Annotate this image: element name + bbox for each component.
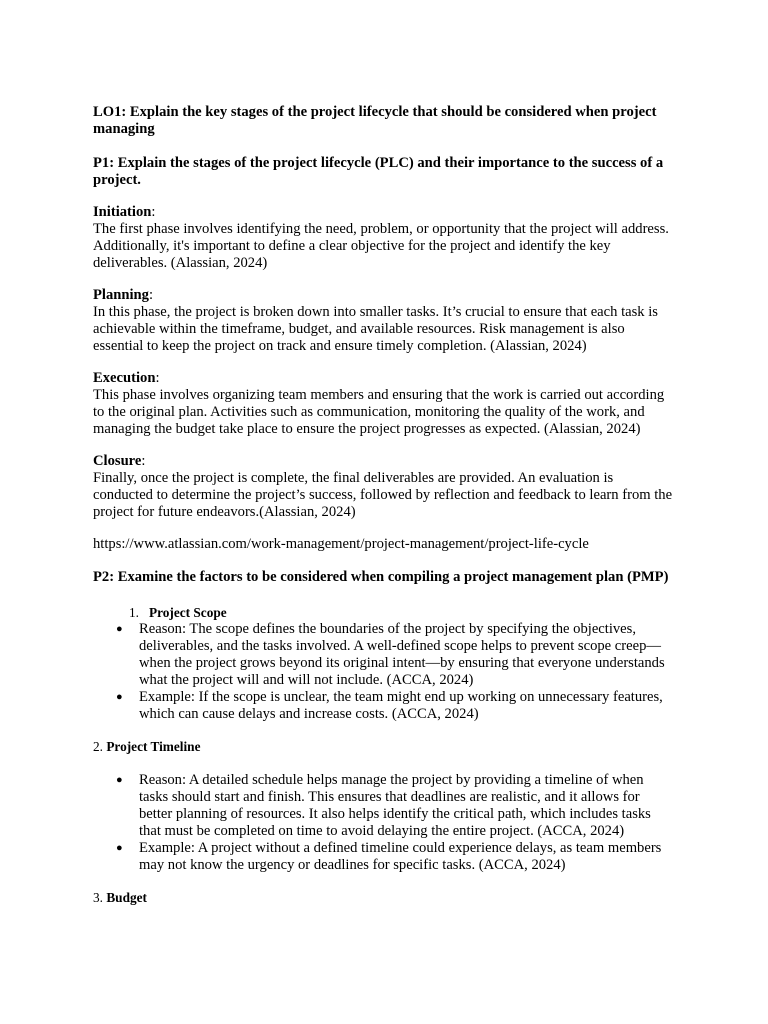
bullet-icon: ● [116,774,123,786]
reference-url[interactable]: https://www.atlassian.com/work-management/project-management/project-life-cycle [93,536,589,552]
stage-closure [93,453,676,521]
p2-heading: P2: Examine the factors to be considered when compiling a project management plan (PMP) [93,569,669,585]
factor-title: Project Timeline [106,739,201,754]
bullet-text: Example: If the scope is unclear, the team might end up working on unnecessary features, which can cause delays and increase costs. (ACCA, 2024) [139,689,663,722]
list-item [93,621,676,689]
p1-heading: P1: Explain the stages of the project lifecycle (PLC) and their importance to the success of a project. [93,155,664,188]
factor-heading [93,738,676,755]
factor-title: Project Scope [148,605,227,620]
stage-title-colon: : [155,370,160,386]
factor-number: 1. [129,605,139,620]
bullet-text: Reason: The scope defines the boundaries of the project by specifying the objectives, deliverables, and the tasks involved. A well-defined scope helps to prevent scope creep—when the project grows beyond its original intent—by ensuring that everyone understands what the project will and will not include. (ACCA, 2024) [139,621,665,688]
stage-planning [93,287,676,355]
factor-project-timeline [93,738,676,874]
factor-heading [93,604,676,621]
stage-title: Initiation [93,204,152,220]
stage-initiation [93,204,676,272]
bullet-text: Reason: A detailed schedule helps manage the project by providing a timeline of when tasks should start and finish. This ensures that deadlines are realistic, and it allows for better planning of resources. It also helps identify the critical path, which includes tasks that must be completed on time to avoid delaying the entire project. (ACCA, 2024) [139,772,651,839]
factor-heading [93,889,676,906]
stage-text: The first phase involves identifying the need, problem, or opportunity that the project will address. Additionally, it's important to define a clear objective for the project and identify the key deliverables. (Alassian, 2024) [93,221,669,271]
list-item [93,840,676,874]
bullet-text: Example: A project without a defined timeline could experience delays, as team members may not know the urgency or deadlines for specific tasks. (ACCA, 2024) [139,840,662,873]
bullet-icon: ● [116,623,123,635]
stage-text: In this phase, the project is broken down into smaller tasks. It’s crucial to ensure that each task is achievable within the timeframe, budget, and available resources. Risk management is also essential to keep the project on track and ensure timely completion. (Alassian, 2024) [93,304,658,354]
factor-number: 2. [93,739,103,754]
bullet-icon: ● [116,691,123,703]
stage-title-colon: : [148,287,154,303]
bullet-icon: ● [116,842,123,854]
factor-budget [93,889,676,906]
factor-bullet-list [93,772,676,874]
stage-title: Closure [93,453,142,469]
factor-project-scope [93,604,676,723]
stage-title: Execution [93,370,156,386]
stage-execution [93,370,676,438]
factor-title: Budget [106,890,147,905]
factor-number: 3. [93,890,103,905]
list-item [93,689,676,723]
stage-text: This phase involves organizing team members and ensuring that the work is carried out according to the original plan. Activities such as communication, monitoring the quality of the work, and managing the budget take place to ensure the project progresses as expected. (Alassian, 2024) [93,387,665,437]
stage-text: Finally, once the project is complete, the final deliverables are provided. An evaluation is conducted to determine the project’s success, followed by reflection and feedback to learn from the project for future endeavors.(Alassian, 2024) [93,470,673,520]
stage-title-colon: : [151,204,156,220]
list-item [93,772,676,840]
lo1-heading: LO1: Explain the key stages of the project lifecycle that should be considered when project managing [93,104,657,137]
factor-bullet-list [93,621,676,723]
stage-title: Planning [93,287,149,303]
stage-title-colon: : [141,453,146,469]
